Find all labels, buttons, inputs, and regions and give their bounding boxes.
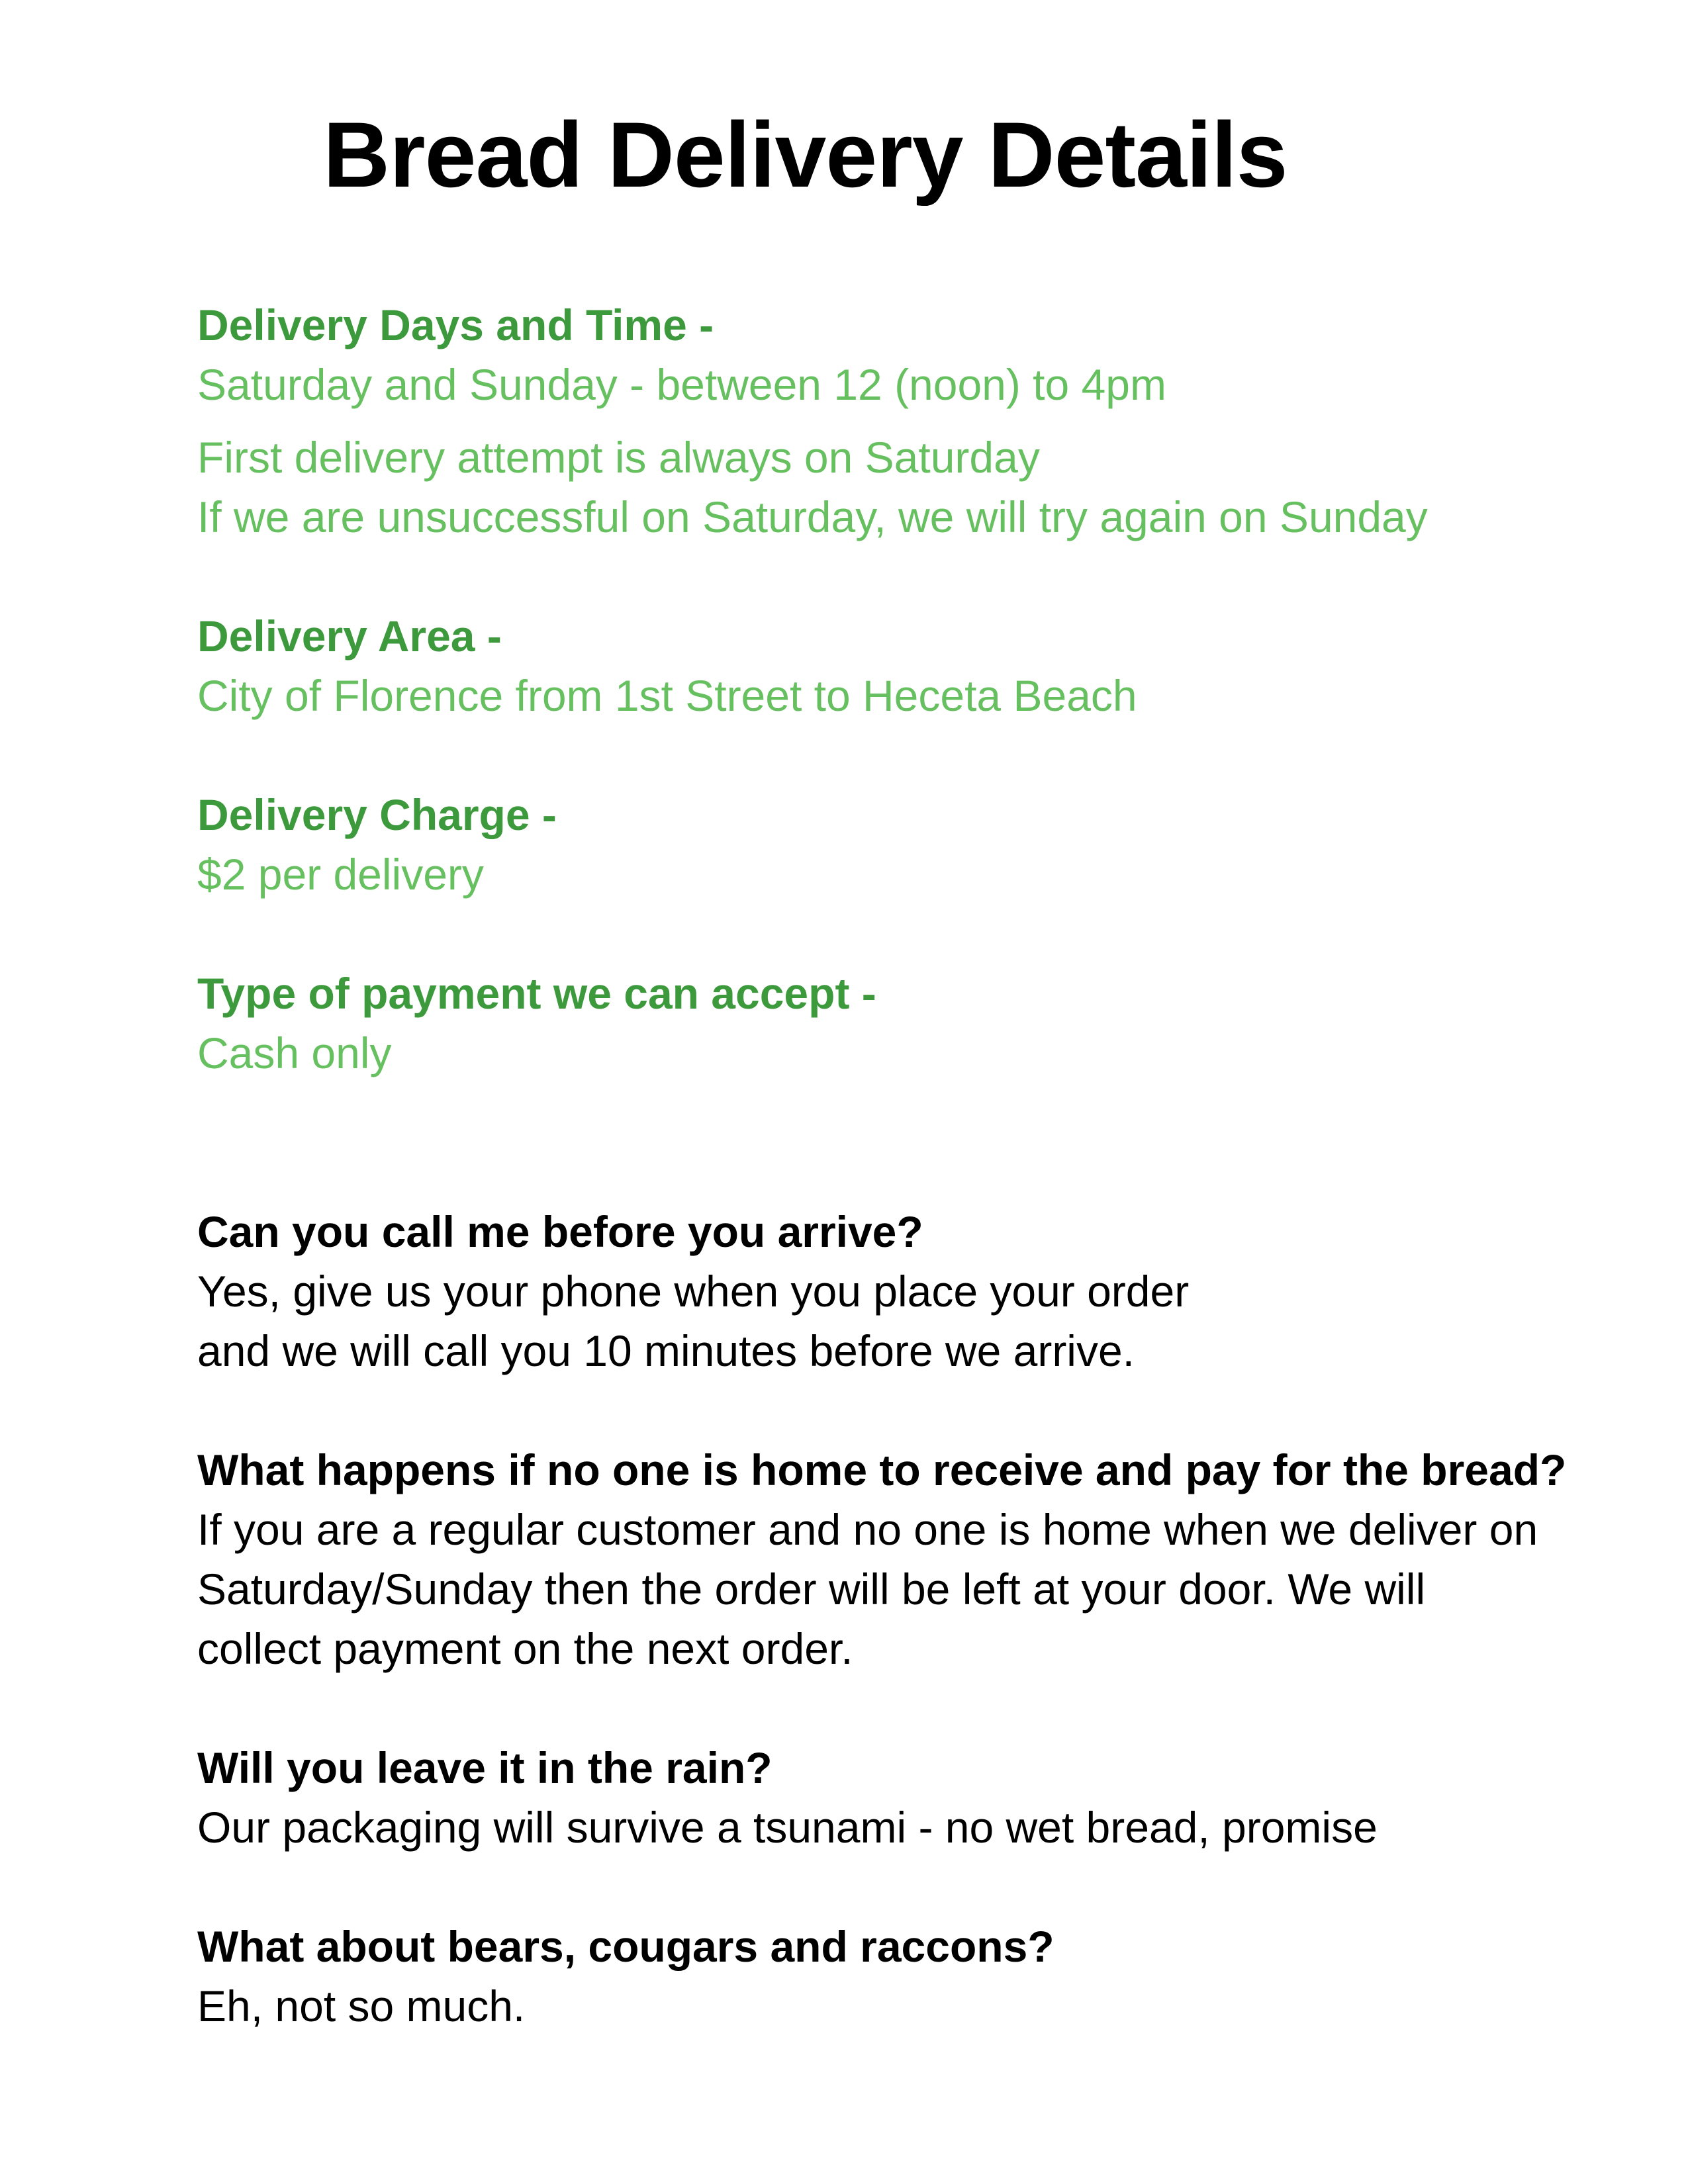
delivery-days-section (197, 295, 1620, 547)
delivery-charge-section (197, 785, 1620, 904)
delivery-days-text: Saturday and Sunday - between 12 (noon) to 4pm (197, 360, 1166, 409)
faq-answer-line: If you are a regular customer and no one is home when we deliver on (197, 1505, 1538, 1554)
page-title: Bread Delivery Details (323, 103, 1288, 206)
delivery-days-heading: Delivery Days and Time - (197, 300, 714, 349)
faq-answer-line: collect payment on the next order. (197, 1624, 853, 1673)
document-body (197, 295, 1620, 2036)
delivery-charge-heading: Delivery Charge - (197, 790, 557, 839)
faq-answer-line: Our packaging will survive a tsunami - no wet bread, promise (197, 1803, 1378, 1852)
payment-section (197, 964, 1620, 1083)
faq-question: What about bears, cougars and raccons? (197, 1922, 1055, 1971)
faq-rain-section (197, 1738, 1620, 1857)
faq-question: Can you call me before you arrive? (197, 1207, 923, 1256)
delivery-charge-text: $2 per delivery (197, 850, 484, 899)
first-attempt-text: First delivery attempt is always on Saturday (197, 433, 1040, 482)
faq-no-one-home-section (197, 1440, 1620, 1678)
faq-question: Will you leave it in the rain? (197, 1743, 773, 1792)
delivery-area-text: City of Florence from 1st Street to Heceta Beach (197, 671, 1137, 720)
faq-answer-line: Yes, give us your phone when you place your order (197, 1267, 1190, 1316)
delivery-area-heading: Delivery Area - (197, 612, 502, 660)
delivery-area-section (197, 606, 1620, 725)
faq-call-section (197, 1202, 1620, 1381)
faq-answer-line: Eh, not so much. (197, 1981, 526, 2030)
payment-text: Cash only (197, 1028, 392, 1077)
faq-answer-line: and we will call you 10 minutes before we arrive. (197, 1326, 1135, 1375)
faq-question: What happens if no one is home to receive and pay for the bread? (197, 1445, 1567, 1494)
retry-text: If we are unsuccessful on Saturday, we will try again on Sunday (197, 492, 1428, 541)
payment-heading: Type of payment we can accept - (197, 969, 876, 1018)
faq-animals-section (197, 1917, 1620, 2036)
faq-answer-line: Saturday/Sunday then the order will be left at your door. We will (197, 1565, 1426, 1614)
